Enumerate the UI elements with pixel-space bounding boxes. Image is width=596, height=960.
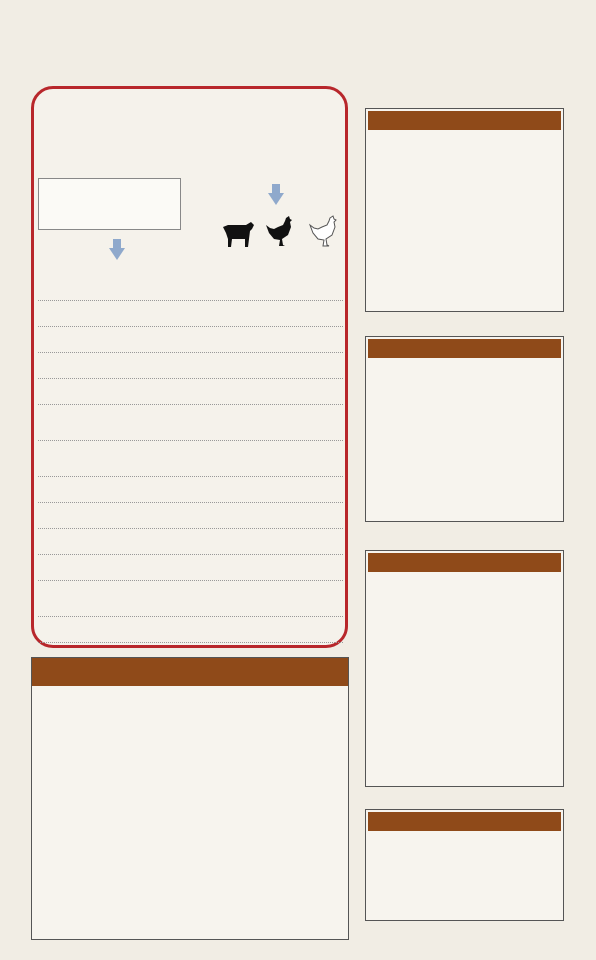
philly-item [38, 531, 343, 542]
item-name [38, 479, 343, 490]
philly-item [38, 443, 343, 454]
item-name [38, 505, 343, 516]
philly-item [38, 619, 343, 630]
row-divider [38, 554, 343, 555]
item-name [38, 407, 343, 418]
item-name [38, 557, 343, 568]
row-divider [38, 440, 343, 441]
kids-section [365, 809, 564, 921]
chicken-icon [264, 215, 296, 249]
item-name [38, 355, 343, 366]
row-divider [38, 326, 343, 327]
philly-item [38, 407, 343, 418]
philly-item [38, 479, 343, 490]
teriyaki-section [365, 108, 564, 312]
size-options-box [38, 178, 181, 230]
fish-section [365, 336, 564, 522]
row-divider [38, 642, 343, 643]
item-name [38, 583, 343, 594]
row-divider [38, 352, 343, 353]
item-name [38, 277, 343, 288]
philly-section [31, 86, 348, 648]
deli-section [365, 550, 564, 787]
row-divider [38, 476, 343, 477]
step2-arrow-icon [268, 184, 284, 205]
philly-item [38, 505, 343, 516]
philly-item [38, 277, 343, 288]
item-name [38, 619, 343, 630]
chicken-outline-icon [308, 215, 340, 249]
row-divider [38, 300, 343, 301]
item-name [38, 443, 343, 454]
row-divider [38, 528, 343, 529]
philly-item [38, 381, 343, 392]
philly-item [38, 303, 343, 314]
kids-title [368, 812, 561, 831]
row-divider [38, 378, 343, 379]
row-divider [38, 404, 343, 405]
item-name [38, 303, 343, 314]
cow-icon [220, 219, 256, 249]
item-name [38, 531, 343, 542]
philly-item [38, 355, 343, 366]
burgers-title [32, 658, 348, 686]
step1-arrow-icon [109, 239, 125, 260]
burgers-section [31, 657, 349, 940]
row-divider [38, 502, 343, 503]
philly-item [38, 557, 343, 568]
row-divider [38, 616, 343, 617]
fries-addons [0, 60, 596, 72]
teriyaki-title [368, 111, 561, 130]
philly-item [38, 329, 343, 340]
row-divider [38, 580, 343, 581]
item-name [38, 329, 343, 340]
deli-title [368, 553, 561, 572]
fish-title [368, 339, 561, 358]
item-name [38, 381, 343, 392]
philly-item [38, 583, 343, 594]
